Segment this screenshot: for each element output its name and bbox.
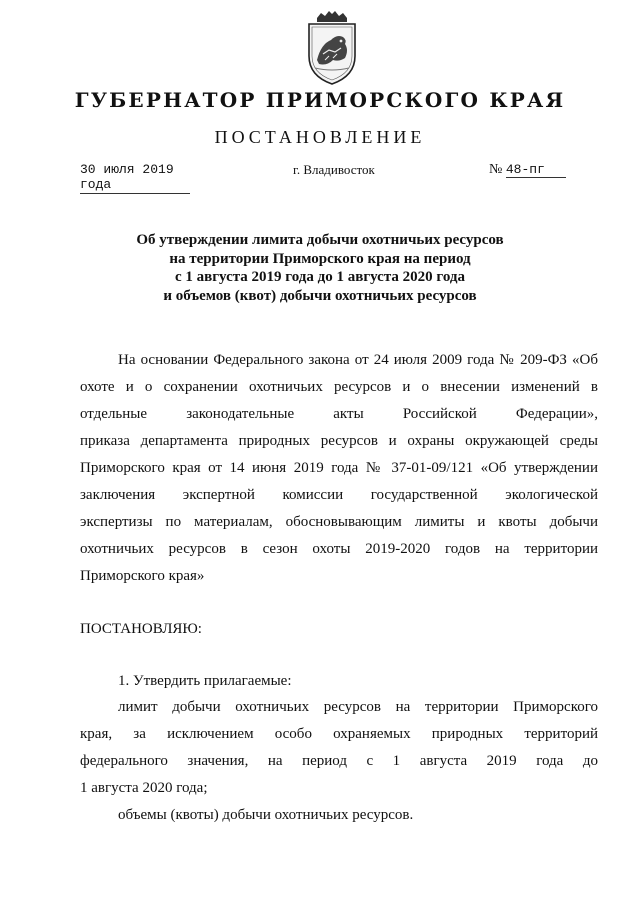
item-heading: 1. Утвердить прилагаемые: [118, 673, 292, 689]
item-line: лимит добычи охотничьих ресурсов на территории Приморского [118, 699, 598, 715]
coat-of-arms-emblem [303, 10, 361, 86]
document-number-field [489, 162, 571, 178]
basis-line: заключения экспертной комиссии государственной экологической [80, 487, 598, 503]
item-line: края, за исключением особо охраняемых природных территорий [80, 726, 598, 742]
basis-line: экспертизы по материалам, обосновывающим лимиты и квоты добычи [80, 514, 598, 530]
document-number: 48-пг [506, 162, 566, 178]
item-line: федерального значения, на период с 1 августа 2019 года до [80, 753, 598, 769]
basis-line: Приморского края от 14 июня 2019 года № 37-01-09/121 «Об утверждении [80, 460, 598, 476]
basis-line: Приморского края» [80, 568, 205, 584]
subject-line: Об утверждении лимита добычи охотничьих ресурсов [136, 232, 504, 248]
document-type: ПОСТАНОВЛЕНИЕ [214, 127, 426, 147]
subject-line: и объемов (квот) добычи охотничьих ресурсов [163, 287, 477, 304]
basis-line: охоте и о сохранении охотничьих ресурсов и о внесении изменений в [80, 379, 598, 395]
basis-line: На основании Федерального закона от 24 июля 2009 года № 209-ФЗ «Об [118, 352, 598, 368]
number-sign: № [489, 162, 503, 177]
document-date: 30 июля 2019 года [80, 162, 190, 194]
item-line: объемы (квоты) добычи охотничьих ресурсов. [118, 807, 414, 823]
basis-line: охотничьих ресурсов в сезон охоты 2019-2020 годов на территории [80, 541, 598, 557]
document-city: г. Владивосток [293, 162, 375, 177]
issuer-title: ГУБЕРНАТОР ПРИМОРСКОГО КРАЯ [74, 88, 566, 112]
basis-line: отдельные законодательные акты Российской Федерации», [80, 406, 598, 422]
document-subject [0, 231, 640, 305]
decree-word: ПОСТАНОВЛЯЮ: [80, 621, 202, 637]
subject-line: на территории Приморского края на период [169, 250, 471, 267]
subject-line: с 1 августа 2019 года до 1 августа 2020 года [174, 269, 465, 285]
basis-line: приказа департамента природных ресурсов и охраны окружающей среды [80, 433, 598, 449]
item-line: 1 августа 2020 года; [80, 780, 208, 796]
